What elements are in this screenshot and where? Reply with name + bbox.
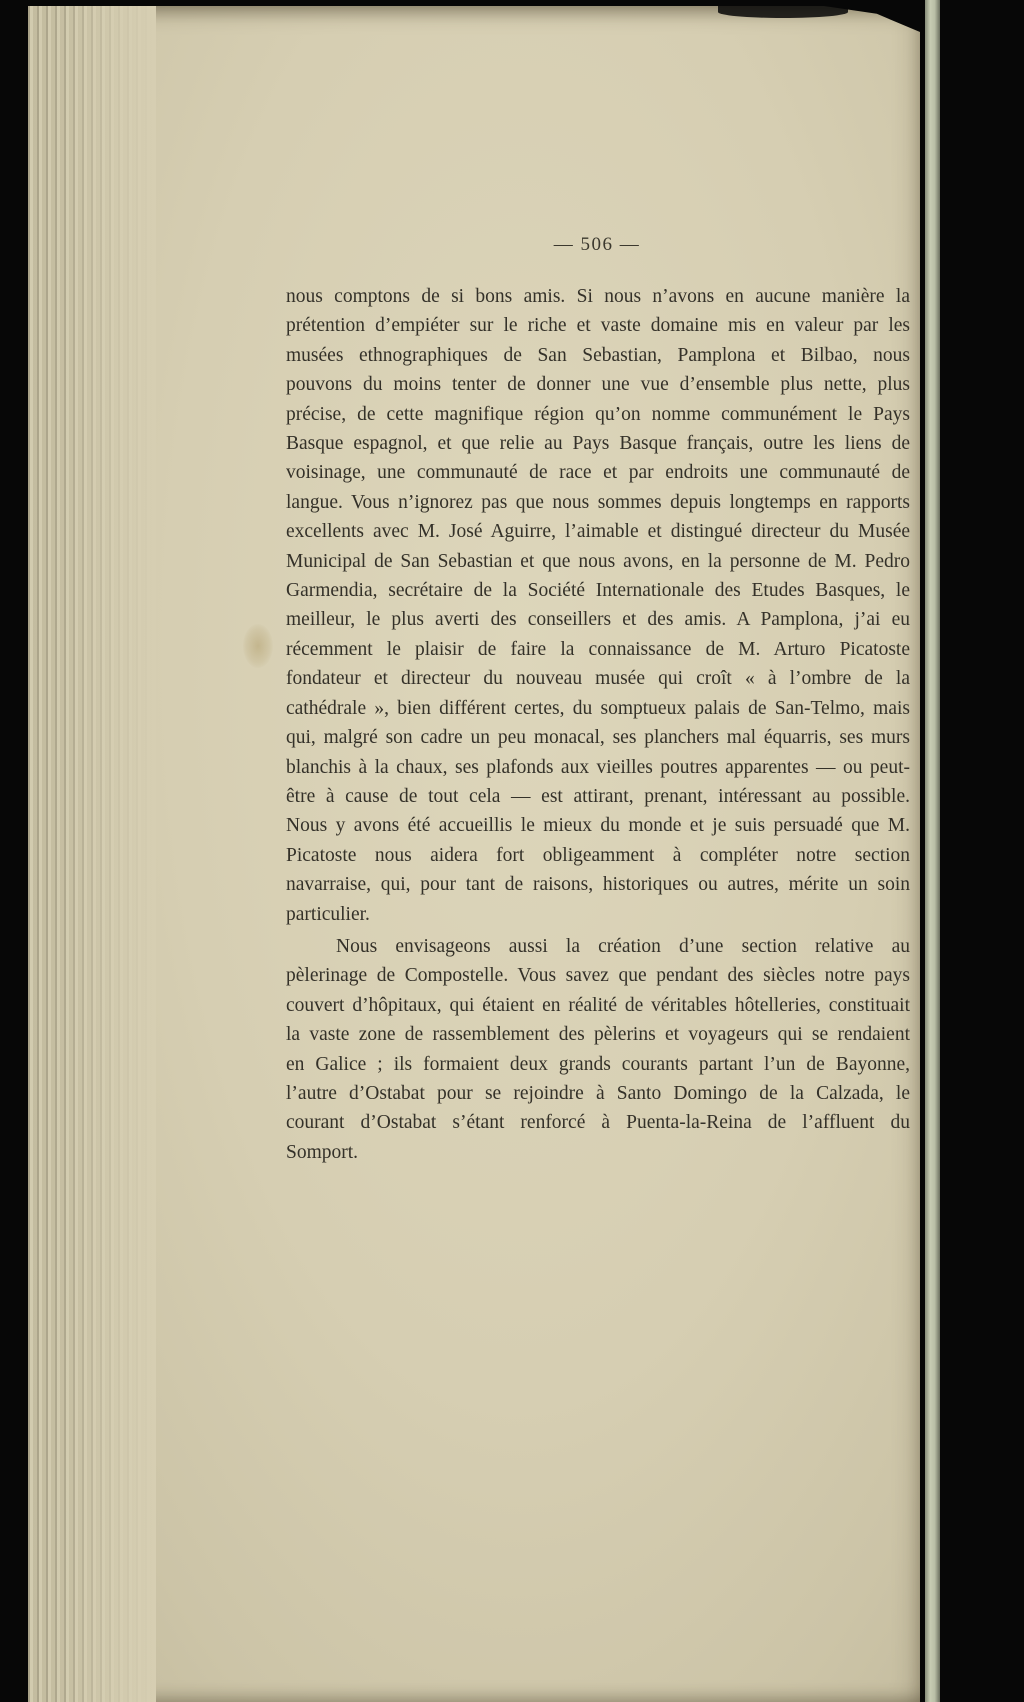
deckle-edge-dip [718,6,848,18]
page-number: — 506 — [553,234,641,255]
paragraph: Nous envisageons aussi la création d’une section relative au pèlerinage de Compostelle. Vous savez que pendant des siècles notre pays couvert d’hôpitaux, qui étaient en réalité de véritables hôtelleries, constituait la vaste zone de rassemblement des pèlerins et voyageurs qui se rendaient en Galice ; ils formaient deux grands courants partant l’un de Bayonne, l’autre d’Ostabat pour se rejoindre à Santo Domingo de la Calzada, le courant d’Ostabat s’étant renforcé à Puenta-la-Reina de l’affluent du Somport. [286,935,910,1163]
paragraph: nous comptons de si bons amis. Si nous n’avons en aucune manière la prétention d’empiéter sur le riche et vaste domaine mis en valeur par les musées ethnographiques de San Sebastian, Pamplona et Bilbao, nous pouvons du moins tenter de donner une vue d’ensemble plus nette, plus précise, de cette magnifique région qu’on nomme communément le Pays Basque espagnol, et que relie au Pays Basque français, outre les liens de voisinage, une communauté de race et par endroits une communauté de langue. Vous n’ignorez pas que nous sommes depuis longtemps en rapports excellents avec M. José Aguirre, l’aimable et distingué directeur du Musée Municipal de San Sebastian et que nous avons, en la personne de M. Pedro Garmendia, secrétaire de la Société Internationale des Etudes Basques, le meilleur, le plus averti des conseillers et des amis. A Pamplona, j’ai eu récemment le plaisir de faire la connaissance de M. Arturo Picatoste fondateur et directeur du nouveau musée qui croît « à l’ombre de la cathédrale », bien différent certes, du somptueux palais de San-Telmo, mais qui, malgré son cadre un peu monacal, ses planchers mal équarris, ses murs blanchis à la chaux, ses plafonds aux vieilles poutres apparentes — ou peut-être à cause de tout cela — est attirant, prenant, intéressant au possible. Nous y avons été accueillis le mieux du monde et je suis persuadé que M. Picatoste nous aidera fort obligeamment à compléter notre section navarraise, qui, pour tant de raisons, historiques ou autres, mérite un soin particulier. [286,286,910,925]
book-page-scan [28,6,920,1702]
page-text-block [286,282,910,1167]
facing-page-edge [925,0,940,1702]
page-stack-edges [28,6,156,1702]
paper-stain [243,624,273,668]
